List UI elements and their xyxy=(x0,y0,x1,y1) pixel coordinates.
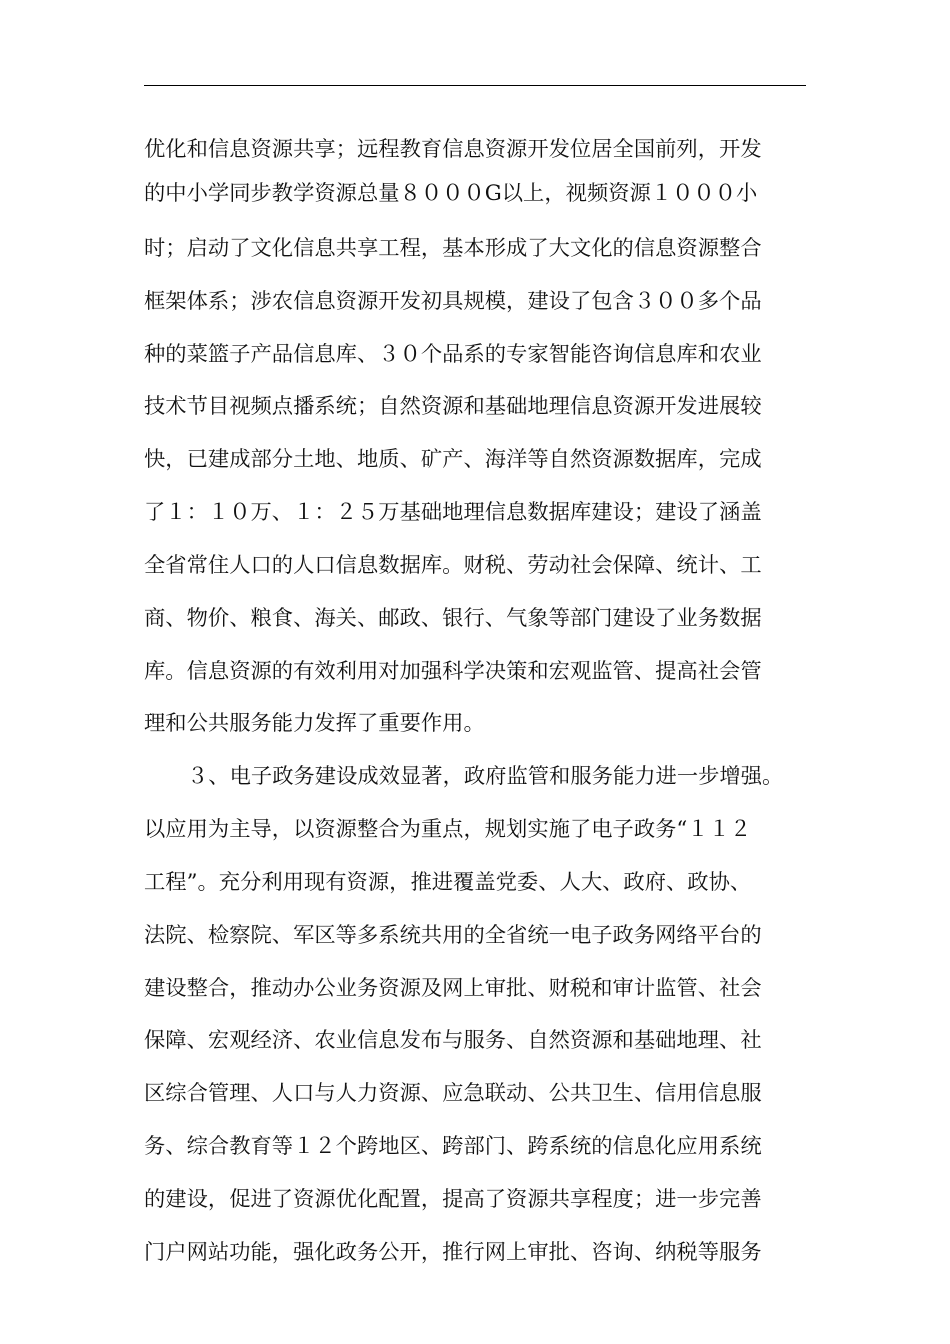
text-line: 法院、检察院、军区等多系统共用的全省统一电子政务网络平台的 xyxy=(144,923,762,948)
text-line: ３、电子政务建设成效显著，政府监管和服务能力进一步增强。 xyxy=(187,764,784,789)
text-line: 理和公共服务能力发挥了重要作用。 xyxy=(144,711,485,736)
text-line: 保障、宏观经济、农业信息发布与服务、自然资源和基础地理、社 xyxy=(144,1028,762,1053)
text-line: 框架体系；涉农信息资源开发初具规模，建设了包含３００多个品 xyxy=(144,289,762,314)
text-line: 时；启动了文化信息共享工程，基本形成了大文化的信息资源整合 xyxy=(144,236,762,261)
text-line: 的建设，促进了资源优化配置，提高了资源共享程度；进一步完善 xyxy=(144,1187,762,1212)
text-line: 种的菜篮子产品信息库、３０个品系的专家智能咨询信息库和农业 xyxy=(144,342,762,367)
text-line: 务、综合教育等１２个跨地区、跨部门、跨系统的信息化应用系统 xyxy=(144,1134,762,1159)
text-line: 的中小学同步教学资源总量８０００G以上，视频资源１０００小 xyxy=(144,181,758,206)
header-rule xyxy=(144,85,806,86)
text-line: 商、物价、粮食、海关、邮政、银行、气象等部门建设了业务数据 xyxy=(144,606,762,631)
text-line: 快，已建成部分土地、地质、矿产、海洋等自然资源数据库，完成 xyxy=(144,447,762,472)
text-line: 以应用为主导，以资源整合为重点，规划实施了电子政务“１１２ xyxy=(144,817,752,842)
text-line: 优化和信息资源共享；远程教育信息资源开发位居全国前列，开发 xyxy=(144,137,762,162)
text-line: 门户网站功能，强化政务公开，推行网上审批、咨询、纳税等服务 xyxy=(144,1240,762,1265)
text-line: 区综合管理、人口与人力资源、应急联动、公共卫生、信用信息服 xyxy=(144,1081,762,1106)
text-line: 技术节目视频点播系统；自然资源和基础地理信息资源开发进展较 xyxy=(144,394,762,419)
text-line: 全省常住人口的人口信息数据库。财税、劳动社会保障、统计、工 xyxy=(144,553,762,578)
text-line: 工程”。充分利用现有资源，推进覆盖党委、人大、政府、政协、 xyxy=(144,870,752,895)
text-line: 了１：１０万、１：２５万基础地理信息数据库建设；建设了涵盖 xyxy=(144,500,762,525)
text-line: 库。信息资源的有效利用对加强科学决策和宏观监管、提高社会管 xyxy=(144,659,762,684)
text-line: 建设整合，推动办公业务资源及网上审批、财税和审计监管、社会 xyxy=(144,976,762,1001)
